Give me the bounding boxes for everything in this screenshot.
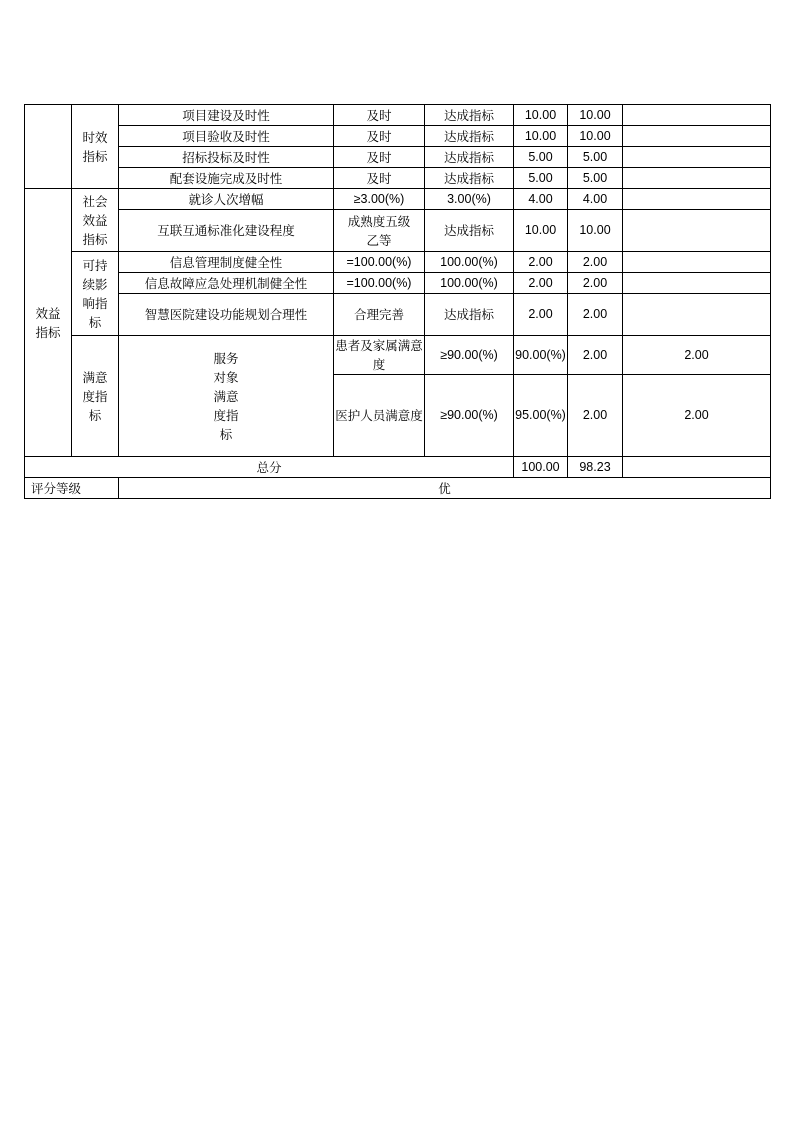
table-row [25,294,771,336]
total-score: 98.23 [568,457,623,478]
indicator-actual: 达成指标 [425,294,514,336]
total-row [25,457,771,478]
indicator-actual: 达成指标 [425,126,514,147]
table-row [25,168,771,189]
indicator-actual: 95.00(%) [514,375,568,457]
grade-label: 评分等级 [25,478,119,499]
indicator-name: 项目验收及时性 [119,126,334,147]
indicator-score: 5.00 [568,168,623,189]
indicator-note [623,273,771,294]
indicator-name: 配套设施完成及时性 [119,168,334,189]
indicator-target: 及时 [334,147,425,168]
indicator-weight: 2.00 [514,273,568,294]
indicator-weight: 10.00 [514,126,568,147]
indicator-name: 智慧医院建设功能规划合理性 [119,294,334,336]
table-row [25,252,771,273]
indicator-note [623,105,771,126]
indicator-name: 信息故障应急处理机制健全性 [119,273,334,294]
indicator-score: 2.00 [623,336,771,375]
indicator-weight: 10.00 [514,105,568,126]
indicator-actual: 达成指标 [425,105,514,126]
indicator-target: ≥3.00(%) [334,189,425,210]
table-row [25,189,771,210]
indicator-note [623,168,771,189]
indicator-name: 信息管理制度健全性 [119,252,334,273]
table-row [25,147,771,168]
indicator-actual: 100.00(%) [425,252,514,273]
indicator-weight: 2.00 [568,375,623,457]
indicator-target: =100.00(%) [334,273,425,294]
indicator-score: 4.00 [568,189,623,210]
indicator-actual: 3.00(%) [425,189,514,210]
table-row [25,210,771,252]
subgroup-sustainable: 可持 续影 响指 标 [72,252,119,336]
indicator-weight: 10.00 [514,210,568,252]
group-benefit: 效益 指标 [25,189,72,457]
indicator-score: 10.00 [568,210,623,252]
table-row [25,273,771,294]
table-row [25,336,771,375]
indicator-target: ≥90.00(%) [425,375,514,457]
total-label: 总分 [25,457,514,478]
indicator-target: 及时 [334,168,425,189]
performance-table [24,104,771,499]
indicator-actual: 90.00(%) [514,336,568,375]
grade-value: 优 [119,478,771,499]
grade-row [25,478,771,499]
indicator-actual: 达成指标 [425,210,514,252]
indicator-actual: 100.00(%) [425,273,514,294]
indicator-target: 及时 [334,126,425,147]
indicator-note [623,147,771,168]
subgroup-service: 服务 对象 满意 度指 标 [119,336,334,457]
table-row [25,126,771,147]
indicator-weight: 5.00 [514,147,568,168]
indicator-weight: 2.00 [514,294,568,336]
indicator-actual: 达成指标 [425,147,514,168]
indicator-note [623,189,771,210]
indicator-target: ≥90.00(%) [425,336,514,375]
total-weight: 100.00 [514,457,568,478]
indicator-weight: 2.00 [514,252,568,273]
indicator-weight: 5.00 [514,168,568,189]
table-row [25,105,771,126]
indicator-score: 2.00 [568,252,623,273]
indicator-score: 10.00 [568,105,623,126]
indicator-score: 2.00 [568,273,623,294]
indicator-score: 5.00 [568,147,623,168]
indicator-target: =100.00(%) [334,252,425,273]
indicator-target: 合理完善 [334,294,425,336]
indicator-target: 及时 [334,105,425,126]
indicator-weight: 2.00 [568,336,623,375]
group-cell-empty [25,105,72,189]
indicator-note [623,210,771,252]
indicator-name: 就诊人次增幅 [119,189,334,210]
indicator-weight: 4.00 [514,189,568,210]
indicator-name: 互联互通标准化建设程度 [119,210,334,252]
total-note [623,457,771,478]
indicator-score: 2.00 [623,375,771,457]
indicator-name: 项目建设及时性 [119,105,334,126]
indicator-target: 成熟度五级 乙等 [334,210,425,252]
indicator-name: 医护人员满意度 [334,375,425,457]
indicator-score: 2.00 [568,294,623,336]
indicator-note [623,252,771,273]
indicator-name: 患者及家属满意度 [334,336,425,375]
indicator-note [623,294,771,336]
indicator-note [623,126,771,147]
subgroup-social: 社会 效益 指标 [72,189,119,252]
indicator-actual: 达成指标 [425,168,514,189]
group-satisfaction: 满意 度指 标 [72,336,119,457]
subgroup-timeliness: 时效 指标 [72,105,119,189]
indicator-name: 招标投标及时性 [119,147,334,168]
indicator-score: 10.00 [568,126,623,147]
